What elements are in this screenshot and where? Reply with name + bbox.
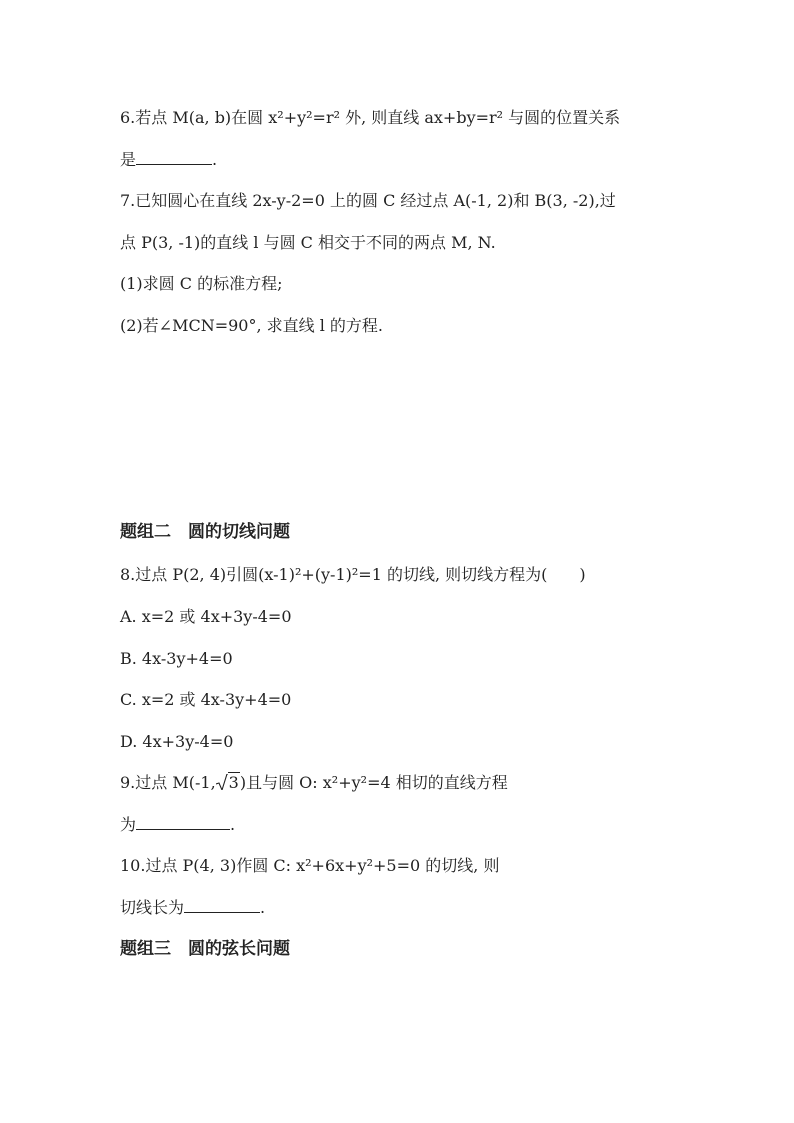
sqrt-expression (216, 773, 240, 793)
q9-prefix: 9.过点 M(-1, (120, 773, 216, 792)
q6-line2 (120, 150, 217, 170)
q9-line1 (120, 773, 508, 793)
q8-option-c: C. x=2 或 4x-3y+4=0 (120, 690, 292, 709)
q7-line1: 7.已知圆心在直线 2x-y-2=0 上的圆 C 经过点 A(-1, 2)和 B(3, -2),过 (120, 191, 616, 210)
q6-suffix: . (212, 150, 218, 169)
q8-stem: 8.过点 P(2, 4)引圆(x-1)²+(y-1)²=1 的切线, 则切线方程为( ) (120, 565, 586, 584)
q9-line2 (120, 815, 235, 835)
sqrt-sign-icon (216, 774, 228, 790)
q10-prefix: 切线长为 (120, 898, 185, 917)
q6-answer-blank (136, 150, 212, 165)
q8-option-d: D. 4x+3y-4=0 (120, 732, 234, 751)
q10-answer-blank (184, 898, 260, 913)
q9-suffix: )且与圆 O: x²+y²=4 相切的直线方程 (239, 773, 508, 792)
q7-part1: (1)求圆 C 的标准方程; (120, 274, 283, 293)
sqrt-radicand: 3 (228, 773, 239, 792)
q10-suffix: . (260, 898, 266, 917)
section3-title: 题组三 圆的弦长问题 (120, 939, 290, 959)
section2-title: 题组二 圆的切线问题 (120, 522, 290, 542)
q10-line2 (120, 898, 265, 918)
q8-option-a: A. x=2 或 4x+3y-4=0 (120, 607, 292, 626)
q9-answer-blank (136, 815, 230, 830)
q7-part2: (2)若∠MCN=90°, 求直线 l 的方程. (120, 316, 384, 335)
q6-prefix: 是 (120, 150, 137, 169)
q10-line1: 10.过点 P(4, 3)作圆 C: x²+6x+y²+5=0 的切线, 则 (120, 856, 500, 875)
q6-line1: 6.若点 M(a, b)在圆 x²+y²=r² 外, 则直线 ax+by=r² 与圆的位置关系 (120, 108, 621, 127)
q8-option-b: B. 4x-3y+4=0 (120, 649, 233, 668)
q9-line2-prefix: 为 (120, 815, 137, 834)
q7-line2: 点 P(3, -1)的直线 l 与圆 C 相交于不同的两点 M, N. (120, 233, 496, 252)
q9-line2-suffix: . (230, 815, 236, 834)
